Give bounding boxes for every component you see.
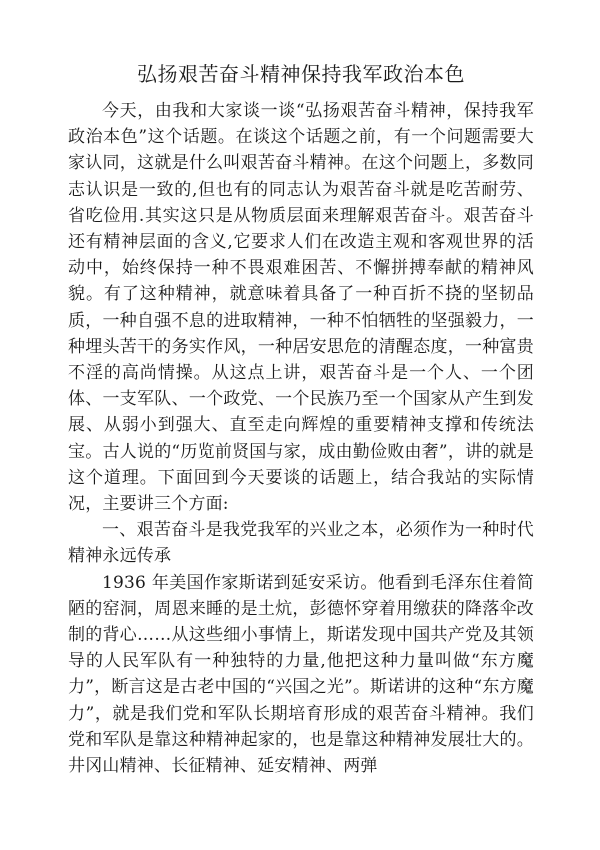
document-title: 弘扬艰苦奋斗精神保持我军政治本色 — [137, 62, 465, 86]
paragraph-snow: 1936 年美国作家斯诺到延安采访。他看到毛泽东住着简陋的窑洞，周恩来睡的是土炕，彭德怀穿着用缴获的降落伞改制的背心……从这些细小事情上，斯诺发现中国共产党及其领导的人民军队有一种独特的力量,他把这种力量叫做“东方魔力”，断言这是古老中国的“兴国之光”。斯诺讲的这种“东方魔力”，就是我们党和军队长期培育形成的艰苦奋斗精神。我们党和军队是靠这种精神起家的，也是靠这种精神发展壮大的。井冈山精神、长征精神、延安精神、两弹 — [68, 572, 534, 777]
paragraph-intro: 今天，由我和大家谈一谈“弘扬艰苦奋斗精神，保持我军政治本色”这个话题。在谈这个话题之前，有一个问题需要大家认同，这就是什么叫艰苦奋斗精神。在这个问题上，多数同志认识是一致的,但也有的同志认为艰苦奋斗就是吃苦耐劳、省吃俭用.其实这只是从物质层面来理解艰苦奋斗。艰苦奋斗还有精神层面的含义,它要求人们在改造主观和客观世界的活动中，始终保持一种不畏艰难困苦、不懈拼搏奉献的精神风貌。有了这种精神，就意味着具备了一种百折不挠的坚韧品质，一种自强不息的进取精神，一种不怕牺牲的坚强毅力，一种埋头苦干的务实作风，一种居安思危的清醒态度，一种富贵不淫的高尚情操。从这点上讲，艰苦奋斗是一个人、一个团体、一支军队、一个政党、一个民族乃至一个国家从产生到发展、从弱小到强大、直至走向辉煌的重要精神支撑和传统法宝。古人说的“历览前贤国与家，成由勤俭败由奢”，讲的就是这个道理。下面回到今天要谈的话题上，结合我站的实际情况，主要讲三个方面: — [68, 101, 534, 515]
section-heading-1: 一、艰苦奋斗是我党我军的兴业之本，必须作为一种时代精神永远传承 — [68, 520, 534, 567]
